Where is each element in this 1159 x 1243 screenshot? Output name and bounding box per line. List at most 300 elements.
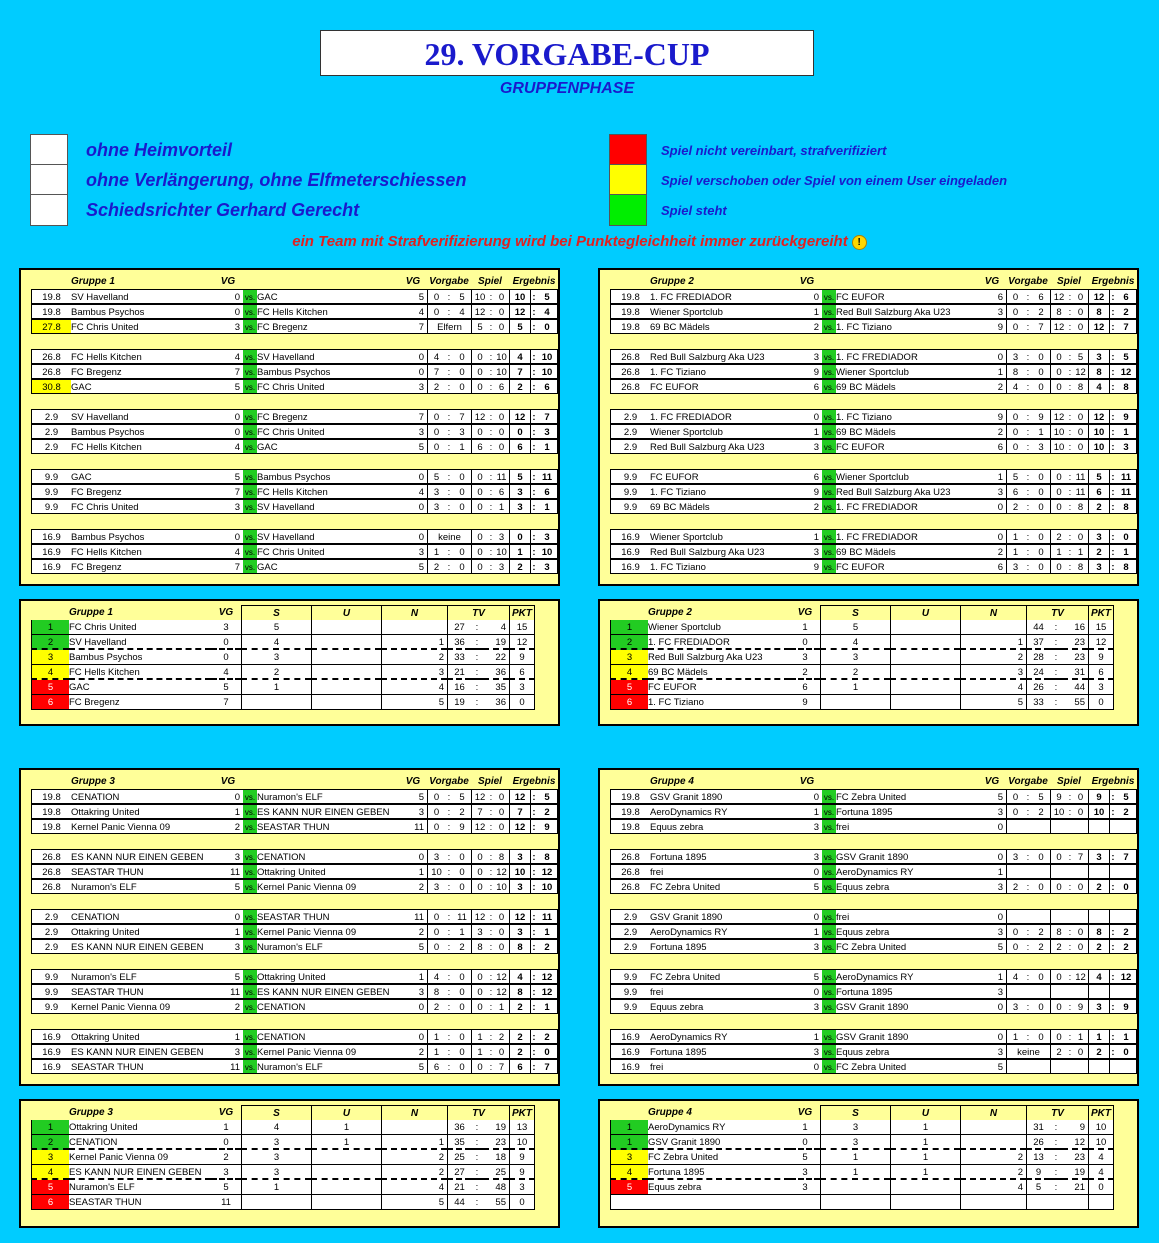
vorgabe-home: 0 [1006,924,1024,939]
match-date: 26.8 [610,864,650,879]
home-team: frei [650,984,792,999]
match-date: 16.9 [610,529,650,544]
ergebnis-header: Ergebnis [1091,276,1135,287]
spiel-away: 0 [494,304,509,319]
result-away: 2 [537,804,559,819]
away-vg: 2 [978,544,1006,559]
goals-against: 18 [483,1150,509,1165]
rank-badge: 2 [31,635,69,650]
result-away: 12 [537,984,559,999]
spiel-away: 3 [494,529,509,544]
away-team: GAC [257,289,399,304]
tv-header: TV [1026,605,1088,620]
home-team: Bambus Psychos [71,304,213,319]
colon: : [531,1059,537,1074]
colon: : [1067,529,1073,544]
spiel-away: 5 [1073,349,1088,364]
vorgabe-away: 2 [453,804,471,819]
away-vg: 1 [978,864,1006,879]
home-vg: 11 [213,984,243,999]
standings-grid [610,605,1114,710]
spiel-away: 11 [494,469,509,484]
spiel-away: 0 [494,819,509,834]
colon: : [1110,439,1116,454]
standings-header-row [610,1105,1114,1120]
vs-label: vs. [822,499,836,514]
colon: : [531,469,537,484]
wins: 1 [820,1165,890,1180]
match-row [31,864,559,879]
match-row [610,319,1138,334]
colon: : [531,939,537,954]
away-vg: 11 [399,909,427,924]
spiel-home: 0 [471,349,488,364]
losses: 2 [960,1165,1026,1180]
colon: : [488,364,494,379]
vs-label: vs. [243,424,257,439]
standings-grid [31,1105,535,1210]
wins: 4 [241,1120,311,1135]
draws [890,620,960,635]
legend-text-1: ohne Heimvorteil [86,140,233,160]
draws [311,1150,381,1165]
n-header: N [381,605,447,620]
n-header: N [381,1105,447,1120]
home-vg: 5 [213,469,243,484]
result-home: 12 [509,819,531,834]
cell [822,274,836,289]
losses [381,620,447,635]
home-vg: 4 [213,544,243,559]
losses: 3 [960,665,1026,680]
spiel-away: 0 [1073,789,1088,804]
matches-panel-g2 [598,268,1139,586]
vs-label: vs. [243,469,257,484]
wins [820,695,890,710]
points: 6 [1088,665,1114,680]
spiel-home: 0 [471,499,488,514]
home-team: 1. FC FREDIADOR [650,289,792,304]
spiel-home: 1 [471,1044,488,1059]
result-away: 2 [1116,804,1138,819]
colon: : [488,1029,494,1044]
losses: 2 [381,1150,447,1165]
points: 9 [509,1150,535,1165]
vs-label: vs. [243,909,257,924]
vorgabe-home: 0 [1006,304,1024,319]
losses [960,1195,1026,1210]
colon: : [1067,304,1073,319]
points: 9 [509,650,535,665]
team-vg: 2 [790,665,820,680]
home-vg: 3 [792,819,822,834]
spiel-away: 0 [1073,529,1088,544]
result-home: 2 [1088,939,1110,954]
colon: : [531,319,537,334]
colon: : [531,364,537,379]
away-team: SV Havelland [257,349,399,364]
match-date: 2.9 [610,939,650,954]
vg-header: VG [984,776,1000,787]
colon: : [1067,349,1073,364]
vs-label: vs. [822,804,836,819]
match-date: 16.9 [31,529,71,544]
away-vg: 3 [978,484,1006,499]
draws [311,650,381,665]
home-team: Ottakring United [71,804,213,819]
away-vg: 11 [399,819,427,834]
match-date: 19.8 [610,319,650,334]
ergebnis-header: Ergebnis [512,276,556,287]
losses: 1 [960,635,1026,650]
match-date: 16.9 [31,559,71,574]
result-away: 10 [537,349,559,364]
pkt-header: PKT [1088,605,1114,620]
match-row [31,289,559,304]
spiel-home: 0 [1050,349,1067,364]
goals-against: 19 [483,1120,509,1135]
u-header: U [311,1105,381,1120]
colon: : [445,999,453,1014]
vorgabe-away: 11 [453,909,471,924]
away-vg: 5 [399,289,427,304]
standings-row [610,1135,1114,1150]
colon: : [1067,559,1073,574]
spiel-home: 12 [1050,319,1067,334]
standings-panel-g2 [598,599,1139,726]
home-team: AeroDynamics RY [650,804,792,819]
page-subtitle: GRUPPENPHASE [499,80,635,97]
goals-against: 55 [1062,695,1088,710]
away-team: Ottakring United [257,864,399,879]
colon: : [1024,559,1032,574]
result-away: 12 [537,969,559,984]
match-date: 19.8 [31,804,71,819]
rank-badge: 3 [31,650,69,665]
vg-header: VG [405,276,421,287]
spiel-away: 7 [494,1059,509,1074]
match-row [31,304,559,319]
away-team: FC Zebra United [836,1059,978,1074]
match-row [31,789,559,804]
away-team: FC Hells Kitchen [257,304,399,319]
home-vg: 1 [792,529,822,544]
away-vg: 3 [399,544,427,559]
away-team: FC Zebra United [836,939,978,954]
vs-label: vs. [243,349,257,364]
team-name: GSV Granit 1890 [648,1135,790,1150]
wins: 3 [241,650,311,665]
away-team: GSV Granit 1890 [836,849,978,864]
vs-label: vs. [822,364,836,379]
colon [1024,909,1032,924]
rank-badge: 1 [31,620,69,635]
vorgabe-text: Elfern [427,319,471,334]
colon: : [1110,1029,1116,1044]
away-vg: 0 [399,1029,427,1044]
result-away: 10 [537,364,559,379]
goals-for: 44 [1026,620,1050,635]
vorgabe-home: 0 [1006,409,1024,424]
vorgabe-away: 4 [453,304,471,319]
rank-badge: 2 [31,1135,69,1150]
points: 0 [509,695,535,710]
match-date: 9.9 [31,469,71,484]
spiel-home: 0 [471,529,488,544]
colon: : [531,789,537,804]
standings-row [31,1150,535,1165]
points: 12 [509,635,535,650]
team-vg: 0 [211,1135,241,1150]
home-vg: 3 [792,349,822,364]
vorgabe-home: 6 [1006,484,1024,499]
spiel-home: 0 [471,999,488,1014]
result-home [1088,819,1110,834]
colon: : [1024,319,1032,334]
match-date: 9.9 [31,999,71,1014]
match-date: 16.9 [610,544,650,559]
colon: : [1110,499,1116,514]
colon: : [1110,409,1116,424]
vorgabe-away: 0 [1032,379,1050,394]
colon: : [1110,969,1116,984]
colon [1024,864,1032,879]
match-date: 16.9 [31,1029,71,1044]
vs-label: vs. [822,909,836,924]
away-vg: 3 [978,804,1006,819]
vorgabe-header: Vorgabe [429,776,469,787]
vorgabe-away: 0 [1032,499,1050,514]
home-team: GSV Granit 1890 [650,909,792,924]
vorgabe-away: 7 [1032,319,1050,334]
match-row [31,544,559,559]
standings-row [31,1135,535,1150]
match-date: 9.9 [610,969,650,984]
away-vg: 0 [399,349,427,364]
wins [241,1195,311,1210]
losses: 4 [960,1180,1026,1195]
colon: : [488,969,494,984]
spiel-away: 0 [1073,804,1088,819]
losses [960,1120,1026,1135]
colon: : [445,984,453,999]
points: 15 [1088,620,1114,635]
wins: 5 [241,620,311,635]
draws [311,1180,381,1195]
match-row [610,969,1138,984]
home-team: SEASTAR THUN [71,1059,213,1074]
vg-header: VG [220,276,236,287]
spiel-away: 7 [1073,849,1088,864]
spiel-home: 0 [471,364,488,379]
match-date: 9.9 [610,469,650,484]
match-row [610,439,1138,454]
match-date: 9.9 [31,484,71,499]
spiel-away: 1 [1073,544,1088,559]
away-vg: 5 [399,559,427,574]
vs-label: vs. [822,924,836,939]
colon: : [1024,879,1032,894]
vorgabe-home: 4 [427,349,445,364]
colon: : [1067,379,1073,394]
vorgabe-away: 0 [453,349,471,364]
tiebreak-note-text: ein Team mit Strafverifizierung wird bei Punktegleichheit immer zurückgereiht [292,233,848,250]
result-away: 10 [537,544,559,559]
vorgabe-home: 2 [1006,499,1024,514]
rank-badge [610,1195,648,1210]
vorgabe-away: 5 [453,789,471,804]
standings-row [31,695,535,710]
spiel-away: 8 [1073,499,1088,514]
result-away: 0 [1116,879,1138,894]
result-home [1088,909,1110,924]
match-row [610,999,1138,1014]
result-away: 6 [537,484,559,499]
vorgabe-home: 3 [1006,349,1024,364]
spacer-row [31,834,559,849]
vorgabe-away: 2 [1032,924,1050,939]
spiel-away: 2 [494,1029,509,1044]
result-home: 10 [1088,439,1110,454]
result-home: 1 [1088,1029,1110,1044]
goals-for: 5 [1026,1180,1050,1195]
colon: : [1024,529,1032,544]
vs-label: vs. [243,984,257,999]
result-home: 8 [509,939,531,954]
home-vg: 1 [792,304,822,319]
vorgabe-home: 0 [427,924,445,939]
colon: : [1110,304,1116,319]
colon: : [1024,999,1032,1014]
result-away: 5 [1116,349,1138,364]
match-row [31,424,559,439]
home-vg: 1 [792,424,822,439]
colon: : [445,879,453,894]
home-team: FC EUFOR [650,469,792,484]
result-home: 9 [1088,789,1110,804]
vorgabe-away: 0 [1032,969,1050,984]
spiel-home: 10 [471,289,488,304]
match-date: 9.9 [31,984,71,999]
result-away: 6 [1116,289,1138,304]
spiel-away: 0 [494,804,509,819]
home-vg: 3 [213,849,243,864]
draws [311,665,381,680]
result-home: 3 [509,924,531,939]
colon: : [488,984,494,999]
home-team: GAC [71,379,213,394]
points: 3 [509,680,535,695]
home-team: Fortuna 1895 [650,1044,792,1059]
match-row [610,544,1138,559]
match-row [31,349,559,364]
losses: 2 [960,650,1026,665]
result-home: 12 [1088,319,1110,334]
standings-grid [610,1105,1114,1210]
result-home: 3 [1088,999,1110,1014]
team-vg: 5 [211,680,241,695]
colon: : [445,819,453,834]
draws [311,1195,381,1210]
losses: 4 [381,1180,447,1195]
wins: 1 [820,1150,890,1165]
home-team: Wiener Sportclub [650,529,792,544]
result-away [1116,984,1138,999]
goals-against [1062,1195,1088,1210]
vs-label: vs. [822,789,836,804]
away-team: Fortuna 1895 [836,804,978,819]
vorgabe-home: 4 [427,969,445,984]
vorgabe-away: 0 [1032,1029,1050,1044]
colon: : [488,924,494,939]
away-vg: 1 [978,364,1006,379]
away-team: ES KANN NUR EINEN GEBEN [257,804,399,819]
away-team: FC Bregenz [257,319,399,334]
match-date: 26.8 [31,849,71,864]
colon: : [1067,804,1073,819]
points [1088,1195,1114,1210]
rank-badge: 5 [610,1180,648,1195]
vorgabe-away: 0 [1032,559,1050,574]
wins [241,695,311,710]
vorgabe-away: 0 [1032,529,1050,544]
home-team: 1. FC Tiziano [650,559,792,574]
result-home: 5 [1088,469,1110,484]
result-home: 12 [509,409,531,424]
spacer-row [31,454,559,469]
home-vg: 2 [213,819,243,834]
away-team: 1. FC Tiziano [836,409,978,424]
points: 15 [509,620,535,635]
vorgabe-away [1032,1059,1050,1074]
match-row [31,499,559,514]
away-team: GSV Granit 1890 [836,999,978,1014]
colon: : [531,1044,537,1059]
team-name: Equus zebra [648,1180,790,1195]
rank-badge: 1 [31,1120,69,1135]
matches-header-row [31,774,559,789]
spiel-home [1050,909,1067,924]
colon: : [471,695,483,710]
vorgabe-text: keine [427,529,471,544]
away-team: FC Zebra United [836,789,978,804]
vorgabe-home: 3 [427,849,445,864]
colon: : [1067,289,1073,304]
spiel-home: 12 [471,304,488,319]
away-team: 1. FC FREDIADOR [836,529,978,544]
colon: : [445,349,453,364]
home-team: AeroDynamics RY [650,1029,792,1044]
team-vg: 11 [211,1195,241,1210]
result-away: 8 [1116,499,1138,514]
rank-badge: 3 [610,1150,648,1165]
colon: : [445,364,453,379]
points: 10 [509,1135,535,1150]
vs-label: vs. [822,289,836,304]
match-row [31,849,559,864]
cell [31,605,69,620]
home-vg: 2 [792,499,822,514]
match-row [31,984,559,999]
home-team: Kernel Panic Vienna 09 [71,999,213,1014]
away-team: 1. FC FREDIADOR [836,499,978,514]
spiel-home: 12 [1050,289,1067,304]
result-away: 9 [1116,409,1138,424]
colon: : [1110,379,1116,394]
result-away [1116,819,1138,834]
spiel-home: 5 [471,319,488,334]
u-header: U [311,605,381,620]
